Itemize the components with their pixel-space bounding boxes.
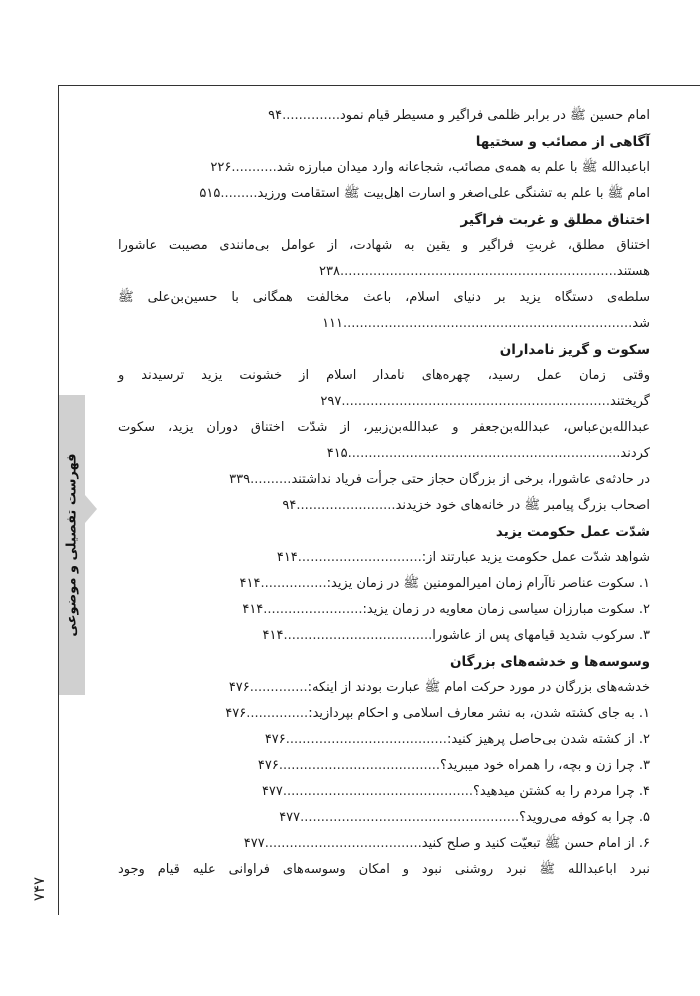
entry-page-number: ۹۴ — [282, 498, 297, 513]
entry-page-number: ۲۳۸ — [319, 264, 340, 279]
entry-text: ۱. سکوت عناصر ناآرام زمان امیرالمومنین ﷺ در زمان یزید: — [326, 576, 650, 591]
entry-leader-dots: ...................................... — [264, 836, 422, 851]
entry-text: اصحاب بزرگ پیامبر ﷺ در خانه‌های خود خزیدند — [395, 498, 650, 513]
entry-leader-dots: ..................................................... — [300, 810, 520, 825]
entry-text: وقتی زمان عمل رسید، چهره‌های نامدار اسلام از خشونت یزید ترسیدند و — [118, 368, 650, 383]
side-tab-label: فهرست تفصیلی و موضوعی — [64, 453, 80, 637]
page-number: ۷۴۷ — [30, 876, 48, 902]
entry-text: هستند — [616, 264, 650, 279]
entry-text: ۶. از امام حسن ﷺ تبعیّت کنید و صلح کنید — [421, 836, 650, 851]
entry-page-number: ۴۱۵ — [326, 446, 348, 461]
entry-page-number: ۴۱۴ — [239, 576, 261, 591]
entry-text: ۲. از کشته شدن بی‌حاصل پرهیز کنید: — [446, 732, 650, 747]
entry-text: اباعبدالله ﷺ با علم به همه‌ی مصائب، شجاعانه وارد میدان مبارزه شد — [276, 160, 650, 175]
section-heading: وسوسه‌ها و خدشه‌های بزرگان — [450, 654, 650, 670]
toc-entry[interactable] — [118, 285, 650, 311]
entry-leader-dots: .......... — [250, 472, 292, 487]
entry-page-number: ۵۱۵ — [199, 186, 221, 201]
section-heading: شدّت عمل حکومت یزید — [495, 524, 650, 540]
entry-page-number: ۴۷۶ — [264, 732, 286, 747]
toc-entry[interactable] — [118, 389, 650, 415]
entry-page-number: ۴۷۶ — [228, 680, 250, 695]
entry-leader-dots: .................................... — [283, 628, 433, 643]
entry-page-number: ۹۴ — [268, 108, 283, 123]
entry-text: خدشه‌های بزرگان در مورد حرکت امام ﷺ عبارت بودند از اینکه: — [307, 680, 650, 695]
toc-entry[interactable] — [118, 597, 650, 623]
entry-text: کردند — [620, 446, 650, 461]
entry-leader-dots: ................................................................... — [340, 264, 617, 279]
entry-text: گریختند — [609, 394, 650, 409]
entry-text: ۴. چرا مردم را به کشتن میدهید؟ — [473, 784, 650, 799]
entry-leader-dots: .............................................. — [282, 784, 473, 799]
toc-entry[interactable] — [118, 259, 650, 285]
entry-page-number: ۴۷۷ — [279, 810, 301, 825]
entry-page-number: ۱۱۱ — [322, 316, 344, 331]
entry-page-number: ۳۳۹ — [229, 472, 251, 487]
toc-entry[interactable] — [118, 493, 650, 519]
entry-page-number: ۴۷۷ — [243, 836, 265, 851]
toc-entry[interactable] — [118, 103, 650, 129]
entry-text: سلطه‌ی دستگاه یزید بر دنیای اسلام، باعث مخالفت همگانی با حسین‌بن‌علی ﷺ — [118, 290, 650, 305]
entry-text: ۱. به جای کشته شدن، به نشر معارف اسلامی و احکام بپردازید: — [308, 706, 650, 721]
entry-page-number: ۴۱۴ — [242, 602, 264, 617]
toc-entry[interactable] — [118, 701, 650, 727]
toc-entry[interactable] — [118, 545, 650, 571]
entry-leader-dots: .............................. — [297, 550, 422, 565]
entry-page-number: ۴۱۴ — [262, 628, 284, 643]
entry-leader-dots: .............. — [282, 108, 340, 123]
entry-leader-dots: ........... — [231, 160, 277, 175]
entry-text: در حادثه‌ی عاشورا، برخی از بزرگان حجاز حتی جرأت فریاد نداشتند — [291, 472, 650, 487]
entry-leader-dots: ........................ — [296, 498, 396, 513]
entry-leader-dots: ................ — [260, 576, 327, 591]
entry-text: ۲. سکوت مبارزان سیاسی زمان معاویه در زمان یزید: — [362, 602, 650, 617]
entry-text: اختناق مطلق، غربتِ فراگیر و یقین به شهادت، از عوامل بی‌مانندی مصیبت عاشورا — [118, 238, 650, 253]
section-heading: آگاهی از مصائب و سختیها — [475, 134, 650, 150]
entry-leader-dots: ......... — [220, 186, 258, 201]
toc-entry[interactable] — [118, 233, 650, 259]
entry-leader-dots: ...................................................................... — [343, 316, 633, 331]
toc-entry[interactable] — [118, 857, 650, 883]
toc-entry[interactable] — [118, 753, 650, 779]
entry-leader-dots: ....................................... — [285, 732, 447, 747]
section-heading: اختناق مطلق و غربت فراگیر — [460, 212, 650, 228]
toc-entry[interactable] — [118, 571, 650, 597]
entry-page-number: ۴۱۴ — [276, 550, 298, 565]
frame-top-rule — [58, 85, 700, 86]
toc-entry[interactable] — [118, 415, 650, 441]
entry-leader-dots: .................................................................. — [347, 446, 621, 461]
entry-text: نبرد اباعبدالله ﷺ نبرد روشنی نبود و امکان وسوسه‌های فراوانی علیه قیام وجود — [118, 862, 650, 877]
entry-text: ۳. چرا زن و بچه، را همراه خود میبرید؟ — [440, 758, 650, 773]
section-heading: سکوت و گریز نامداران — [499, 342, 650, 358]
entry-page-number: ۲۲۶ — [210, 160, 232, 175]
entry-text: امام حسین ﷺ در برابر ظلمی فراگیر و مسیطر قیام نمود — [340, 108, 650, 123]
toc-entry[interactable] — [118, 311, 650, 337]
entry-leader-dots: ....................................... — [278, 758, 440, 773]
side-tab-arrow — [85, 495, 97, 523]
toc-entry[interactable] — [118, 675, 650, 701]
entry-text: شواهد شدّت عمل حکومت یزید عبارتند از: — [421, 550, 650, 565]
entry-leader-dots: ................................................................. — [341, 394, 610, 409]
toc-entry[interactable] — [118, 623, 650, 649]
entry-text: امام ﷺ با علم به تشنگی علی‌اصغر و اسارت اهل‌بیت ﷺ استقامت ورزید — [257, 186, 650, 201]
entry-leader-dots: .............. — [249, 680, 308, 695]
entry-leader-dots: ........................ — [263, 602, 363, 617]
toc-entry[interactable] — [118, 441, 650, 467]
toc-entry[interactable] — [118, 363, 650, 389]
toc-entry[interactable] — [118, 155, 650, 181]
toc-entry[interactable] — [118, 181, 650, 207]
toc-entry[interactable] — [118, 831, 650, 857]
entry-leader-dots: ............... — [246, 706, 309, 721]
entry-text: شد — [632, 316, 650, 331]
entry-page-number: ۴۷۶ — [225, 706, 247, 721]
toc-entry[interactable] — [118, 727, 650, 753]
entry-text: ۳. سرکوب شدید قیامهای پس از عاشورا — [432, 628, 650, 643]
toc-entry[interactable] — [118, 467, 650, 493]
entry-page-number: ۴۷۶ — [257, 758, 279, 773]
entry-page-number: ۴۷۷ — [261, 784, 283, 799]
toc-content — [118, 103, 650, 883]
toc-entry[interactable] — [118, 779, 650, 805]
toc-entry[interactable] — [118, 805, 650, 831]
entry-text: عبدالله‌بن‌عباس، عبدالله‌بن‌جعفر و عبدالله‌بن‌زبیر، از شدّت اختناق دوران یزید، سکوت — [118, 420, 650, 435]
entry-page-number: ۲۹۷ — [320, 394, 342, 409]
entry-text: ۵. چرا به کوفه می‌روید؟ — [519, 810, 650, 825]
